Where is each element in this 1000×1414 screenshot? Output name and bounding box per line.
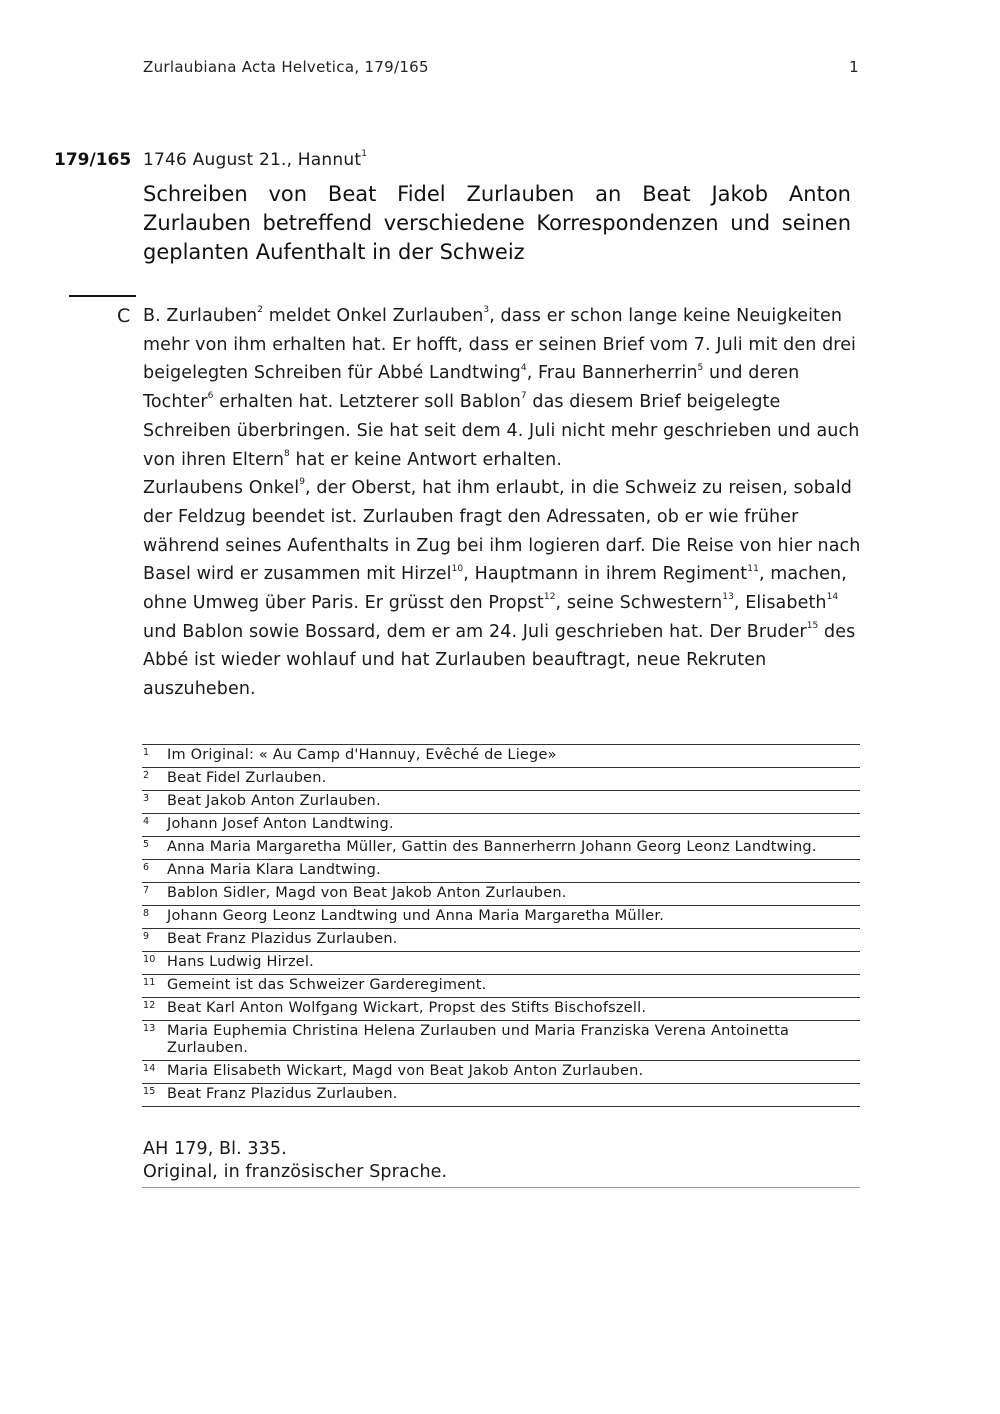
- footnote-text: Bablon Sidler, Magd von Beat Jakob Anton Zurlauben.: [167, 885, 567, 901]
- body-text-segment: B. Zurlauben: [143, 306, 258, 326]
- footnote-text: Anna Maria Klara Landtwing.: [167, 862, 381, 878]
- body-text-segment: hat er keine Antwort erhalten.: [289, 449, 563, 470]
- footnote-ref[interactable]: 8: [284, 448, 290, 459]
- body-text-segment: erhalten hat. Letzterer soll Bablon: [213, 392, 521, 413]
- regest-paragraph-2: [143, 474, 863, 704]
- footnote-number: 6: [143, 862, 150, 873]
- margin-divider: [69, 295, 136, 297]
- footnote-ref[interactable]: 15: [806, 620, 819, 631]
- body-text-segment: des Abbé ist wieder wohlauf und hat Zurlauben beauftragt, neue Rekruten auszuheben.: [143, 621, 856, 700]
- footnote-number: 5: [143, 839, 150, 850]
- footnote-text: Beat Franz Plazidus Zurlauben.: [167, 931, 398, 947]
- running-title: Zurlaubiana Acta Helvetica, 179/165: [143, 58, 429, 76]
- running-head: [143, 58, 859, 76]
- footnote-text: Gemeint ist das Schweizer Garderegiment.: [167, 977, 487, 993]
- footnote-ref[interactable]: 9: [299, 477, 306, 488]
- footnote-ref[interactable]: 7: [520, 391, 527, 402]
- footnote-item: [142, 1060, 860, 1083]
- footnote-number: 9: [143, 931, 150, 942]
- footnote-text: Anna Maria Margaretha Müller, Gattin des Bannerherrn Johann Georg Leonz Landtwing.: [167, 839, 817, 855]
- footnote-item: [142, 951, 860, 974]
- body-text-segment: das diesem Brief beigelegte Schreiben überbringen. Sie hat seit dem 4. Juli nicht mehr geschrieben und auch von ihren Eltern: [143, 392, 860, 470]
- footnote-text: Maria Elisabeth Wickart, Magd von Beat Jakob Anton Zurlauben.: [167, 1063, 644, 1079]
- footnote-item: [142, 882, 860, 905]
- footnote-number: 3: [143, 793, 150, 804]
- body-text-segment: , Frau Bannerherrin: [526, 363, 698, 384]
- document-title: Schreiben von Beat Fidel Zurlauben an Beat Jakob Anton Zurlauben betreffend verschiedene Korrespondenzen und seinen geplanten Aufenthalt in der Schweiz: [143, 182, 851, 264]
- footnote-text: Beat Fidel Zurlauben.: [167, 770, 327, 786]
- footnote-number: 8: [143, 908, 150, 919]
- footnote-ref[interactable]: 1: [361, 149, 368, 160]
- document-number: 179/165: [54, 150, 132, 170]
- body-text-segment: , seine Schwestern: [555, 593, 723, 614]
- body-text-segment: , der Oberst, hat ihm erlaubt, in die Schweiz zu reisen, sobald der Feldzug beendet ist. Zurlauben fragt den Adressaten, ob er wie früher während seines Aufenthalts in Zug bei ihm logieren darf. Die Reise von hier nach Basel wird er zusammen mit Hirzel: [143, 478, 861, 585]
- footnote-number: 10: [143, 954, 156, 965]
- body-text-segment: , machen, ohne Umweg über Paris. Er grüsst den Propst: [143, 564, 847, 614]
- regest-paragraph-1: [143, 302, 863, 474]
- footnote-ref[interactable]: 4: [520, 362, 527, 373]
- footnote-number: 15: [143, 1086, 156, 1097]
- footnote-ref[interactable]: 10: [451, 563, 464, 574]
- footnote-text: Hans Ludwig Hirzel.: [167, 954, 314, 970]
- transmission-note: Original, in französischer Sprache.: [143, 1162, 448, 1182]
- footnote-ref[interactable]: 3: [483, 305, 490, 316]
- footnote-ref[interactable]: 13: [722, 592, 734, 603]
- footnote-item: [142, 928, 860, 951]
- footnote-apparatus: [142, 744, 860, 1107]
- footnote-ref[interactable]: 5: [697, 362, 704, 373]
- footnote-text: Johann Georg Leonz Landtwing und Anna Maria Margaretha Müller.: [167, 908, 665, 924]
- footnote-item: [142, 905, 860, 928]
- footnote-number: 12: [143, 1000, 156, 1011]
- date-place-text: 1746 August 21., Hannut: [143, 150, 362, 170]
- footnote-number: 2: [143, 770, 150, 781]
- body-text-segment: , dass er schon lange keine Neuigkeiten mehr von ihm erhalten hat. Er hofft, dass er seinen Brief vom 7. Juli mit den drei beigelegten Schreiben für Abbé Landtwing: [143, 306, 857, 384]
- footnote-item: [142, 974, 860, 997]
- margin-letter: C: [117, 305, 131, 327]
- footnote-number: 14: [143, 1063, 156, 1074]
- regest-body: [143, 302, 863, 704]
- footnote-ref[interactable]: 11: [747, 563, 759, 574]
- footnote-text: Im Original: « Au Camp d'Hannuy, Evêché de Liege»: [167, 747, 557, 763]
- body-text-segment: , Hauptmann in ihrem Regiment: [463, 564, 748, 585]
- footnote-ref[interactable]: 14: [826, 592, 839, 603]
- footnote-item: [142, 859, 860, 882]
- footnote-ref[interactable]: 6: [207, 391, 214, 402]
- archive-signature: AH 179, Bl. 335.: [143, 1139, 287, 1159]
- body-text-segment: meldet Onkel Zurlauben: [263, 306, 484, 326]
- footnote-end-rule: [142, 1106, 860, 1107]
- footnote-number: 1: [143, 747, 150, 758]
- footnote-text: Maria Euphemia Christina Helena Zurlauben und Maria Franziska Verena Antoinetta Zurlauben.: [167, 1023, 790, 1056]
- footnote-text: Johann Josef Anton Landtwing.: [167, 816, 394, 832]
- footnote-item: [142, 836, 860, 859]
- footnote-item: [142, 813, 860, 836]
- footnote-item: [142, 767, 860, 790]
- document-date-place: [143, 150, 367, 170]
- source-note: [143, 1138, 859, 1184]
- footnote-item: [142, 790, 860, 813]
- footnote-item: [142, 997, 860, 1020]
- body-text-segment: und deren Tochter: [143, 363, 800, 413]
- footnote-item: [142, 1083, 860, 1106]
- footnote-item: [142, 1020, 860, 1060]
- footnote-ref[interactable]: 12: [543, 592, 556, 603]
- footnote-number: 13: [143, 1023, 156, 1034]
- footnote-number: 11: [143, 977, 156, 988]
- footnote-text: Beat Franz Plazidus Zurlauben.: [167, 1086, 398, 1102]
- page-number: 1: [849, 58, 859, 76]
- footnote-ref[interactable]: 2: [257, 305, 264, 316]
- source-divider: [142, 1187, 860, 1188]
- footnote-item: [142, 744, 860, 767]
- body-text-segment: und Bablon sowie Bossard, dem er am 24. Juli geschrieben hat. Der Bruder: [143, 621, 807, 642]
- footnote-number: 7: [143, 885, 150, 896]
- footnote-number: 4: [143, 816, 150, 827]
- footnote-text: Beat Karl Anton Wolfgang Wickart, Propst des Stifts Bischofszell.: [167, 1000, 647, 1016]
- footnote-text: Beat Jakob Anton Zurlauben.: [167, 793, 381, 809]
- body-text-segment: Zurlaubens Onkel: [143, 478, 300, 499]
- body-text-segment: , Elisabeth: [733, 593, 827, 614]
